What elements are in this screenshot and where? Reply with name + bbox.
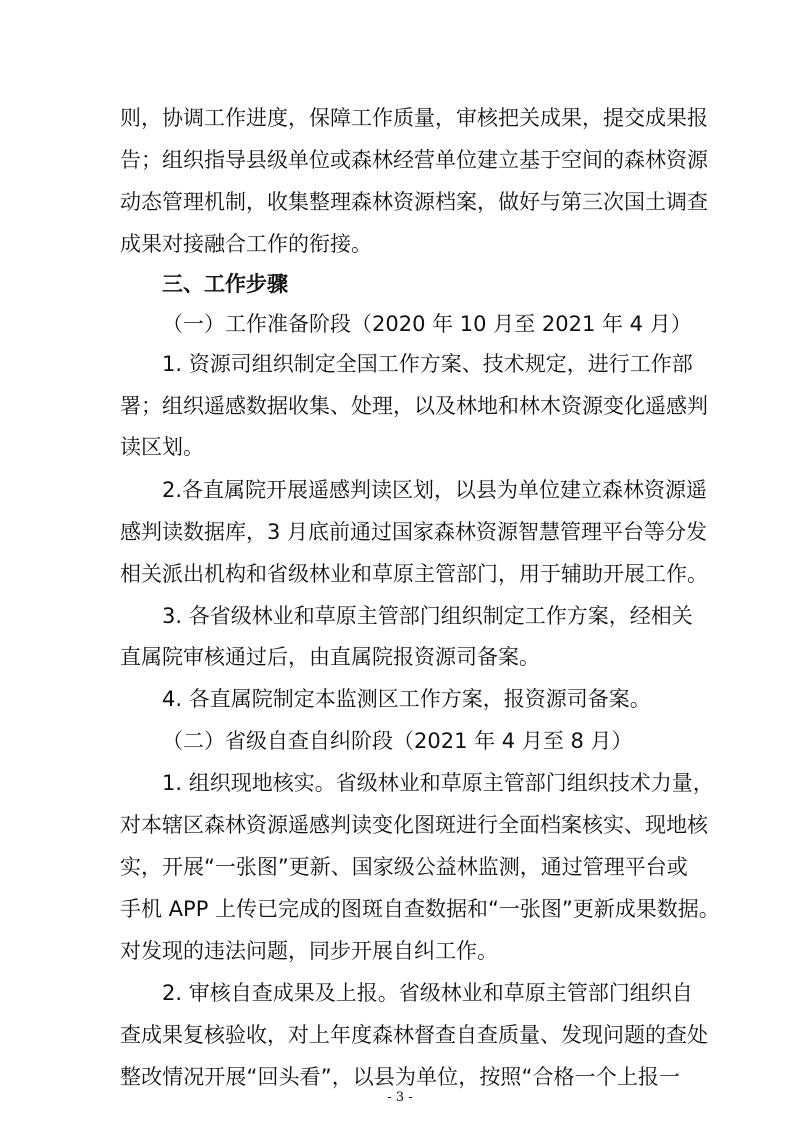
paragraph-line: 告；组织指导县级单位或森林经营单位建立基于空间的森林资源 (120, 148, 708, 172)
paragraph-line: 成果对接融合工作的衔接。 (120, 232, 372, 256)
paragraph-line: 对本辖区森林资源遥感判读变化图斑进行全面档案核实、现地核 (120, 813, 708, 837)
paragraph-line: 动态管理机制，收集整理森林资源档案，做好与第三次国土调查 (120, 190, 708, 214)
page-number: - 3 - (387, 1090, 413, 1105)
paragraph-line: 对发现的违法问题，同步开展自纠工作。 (120, 939, 498, 963)
paragraph-line: 查成果复核验收，对上年度森林督查自查质量、发现问题的查处 (120, 1023, 708, 1047)
paragraph-line: 1. 组织现地核实。省级林业和草原主管部门组织技术力量， (162, 771, 714, 795)
paragraph-line: 感判读数据库，3 月底前通过国家森林资源智慧管理平台等分发 (120, 520, 708, 544)
paragraph-line: 4. 各直属院制定本监测区工作方案，报资源司备案。 (162, 687, 651, 711)
paragraph-line: 整改情况开展“回头看”，以县为单位，按照“合格一个上报一 (120, 1065, 680, 1089)
paragraph-line: 3. 各省级林业和草原主管部门组织制定工作方案，经相关 (162, 604, 693, 628)
paragraph-line: 读区划。 (120, 435, 204, 459)
paragraph-line: 2. 审核自查成果及上报。省级林业和草原主管部门组织自 (162, 981, 693, 1005)
paragraph-line: 直属院审核通过后，由直属院报资源司备案。 (120, 645, 540, 669)
paragraph-line: 则，协调工作进度，保障工作质量，审核把关成果，提交成果报 (120, 106, 708, 130)
paragraph-line: 1. 资源司组织制定全国工作方案、技术规定，进行工作部 (162, 352, 693, 376)
paragraph-line: 2.各直属院开展遥感判读区划，以县为单位建立森林资源遥 (162, 478, 708, 502)
paragraph-line: 相关派出机构和省级林业和草原主管部门，用于辅助开展工作。 (120, 562, 708, 586)
subsection-heading: （一）工作准备阶段（2020 年 10 月至 2021 年 4 月） (162, 312, 692, 336)
subsection-heading: （二）省级自查自纠阶段（2021 年 4 月至 8 月） (162, 729, 633, 753)
paragraph-line: 署；组织遥感数据收集、处理，以及林地和林木资源变化遥感判 (120, 394, 708, 418)
section-heading: 三、工作步骤 (162, 272, 288, 296)
paragraph-line: 手机 APP 上传已完成的图斑自查数据和“一张图”更新成果数据。 (120, 897, 720, 921)
paragraph-line: 实，开展“一张图”更新、国家级公益林监测，通过管理平台或 (120, 855, 688, 879)
